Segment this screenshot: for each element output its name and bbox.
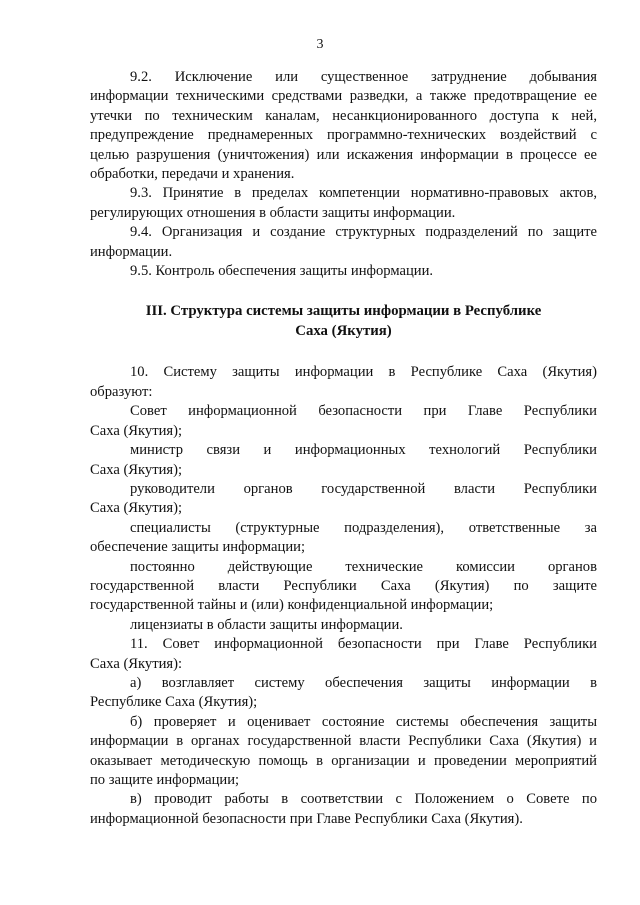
paragraph-line: утечки по техническим каналам, несанкционированного доступа к ней, <box>90 107 597 124</box>
paragraph-line: информации техническими средствами разведки, а также предотвращение ее <box>90 88 597 105</box>
paragraph-line: министр связи и информационных технологий Республики <box>130 442 597 459</box>
paragraph-line: 9.3. Принятие в пределах компетенции нормативно-правовых актов, <box>130 185 597 202</box>
paragraph-line: руководители органов государственной власти Республики <box>130 480 597 497</box>
paragraph-line: регулирующих отношения в области защиты информации. <box>90 204 456 221</box>
paragraph-line: Совет информационной безопасности при Главе Республики <box>130 403 597 420</box>
paragraph-line: Саха (Якутия); <box>90 422 183 439</box>
paragraph <box>90 223 597 262</box>
paragraph <box>90 713 597 791</box>
paragraph <box>90 441 597 480</box>
paragraph <box>90 616 597 635</box>
paragraph <box>90 68 597 184</box>
document-body <box>90 68 597 829</box>
paragraph-line: в) проводит работы в соответствии с Положением о Совете по <box>130 791 597 808</box>
paragraph-line: 9.5. Контроль обеспечения защиты информации. <box>130 263 434 280</box>
paragraph-line: предупреждение преднамеренных программно-технических воздействий с <box>90 127 597 144</box>
section-items-10-11 <box>90 363 597 829</box>
paragraph <box>90 674 597 713</box>
paragraph <box>90 635 597 674</box>
paragraph-line: оказывает методическую помощь в организации и проведении мероприятий <box>90 752 597 769</box>
paragraph-line: 9.2. Исключение или существенное затруднение добывания <box>130 69 597 85</box>
paragraph-line: Республике Саха (Якутия); <box>90 694 258 711</box>
paragraph-line: государственной власти Республики Саха (Якутия) по защите <box>90 577 597 594</box>
paragraph-line: лицензиаты в области защиты информации. <box>130 616 403 633</box>
heading-line-2: Саха (Якутия) <box>295 323 392 340</box>
paragraph <box>90 363 597 402</box>
paragraph-line: 9.4. Организация и создание структурных подразделений по защите <box>130 224 597 241</box>
paragraph-line: информационной безопасности при Главе Республики Саха (Якутия). <box>90 810 523 827</box>
section-items-9 <box>90 68 597 281</box>
section-heading <box>90 301 597 341</box>
page-number: 3 <box>316 37 324 52</box>
heading-line-1: III. Структура системы защиты информации в Республике <box>145 303 542 320</box>
paragraph-line: постоянно действующие технические комиссии органов <box>130 558 597 575</box>
paragraph <box>90 402 597 441</box>
paragraph-line: информации. <box>90 243 173 260</box>
paragraph-line: Саха (Якутия); <box>90 461 183 478</box>
paragraph-line: 11. Совет информационной безопасности при Главе Республики <box>130 636 597 653</box>
paragraph-line: 10. Систему защиты информации в Республике Саха (Якутия) <box>130 364 597 381</box>
paragraph-line: а) возглавляет систему обеспечения защиты информации в <box>130 674 597 691</box>
paragraph-line: специалисты (структурные подразделения), ответственные за <box>130 519 597 536</box>
paragraph <box>90 262 597 281</box>
paragraph-line: Саха (Якутия): <box>90 655 183 672</box>
paragraph-line: по защите информации; <box>90 772 240 788</box>
paragraph-line: обеспечение защиты информации; <box>90 539 306 556</box>
paragraph <box>90 558 597 616</box>
paragraph <box>90 519 597 558</box>
paragraph-line: образуют: <box>90 383 153 400</box>
paragraph-line: Саха (Якутия); <box>90 500 183 517</box>
paragraph <box>90 790 597 829</box>
paragraph <box>90 184 597 223</box>
paragraph-line: б) проверяет и оценивает состояние системы обеспечения защиты <box>130 713 597 730</box>
paragraph <box>90 480 597 519</box>
paragraph-line: целью разрушения (уничтожения) или искажения информации в процессе ее <box>90 146 597 163</box>
paragraph-line: информации в органах государственной власти Республики Саха (Якутия) и <box>90 733 597 750</box>
paragraph-line: государственной тайны и (или) конфиденциальной информации; <box>90 597 494 614</box>
paragraph-line: обработки, передачи и хранения. <box>90 166 295 183</box>
